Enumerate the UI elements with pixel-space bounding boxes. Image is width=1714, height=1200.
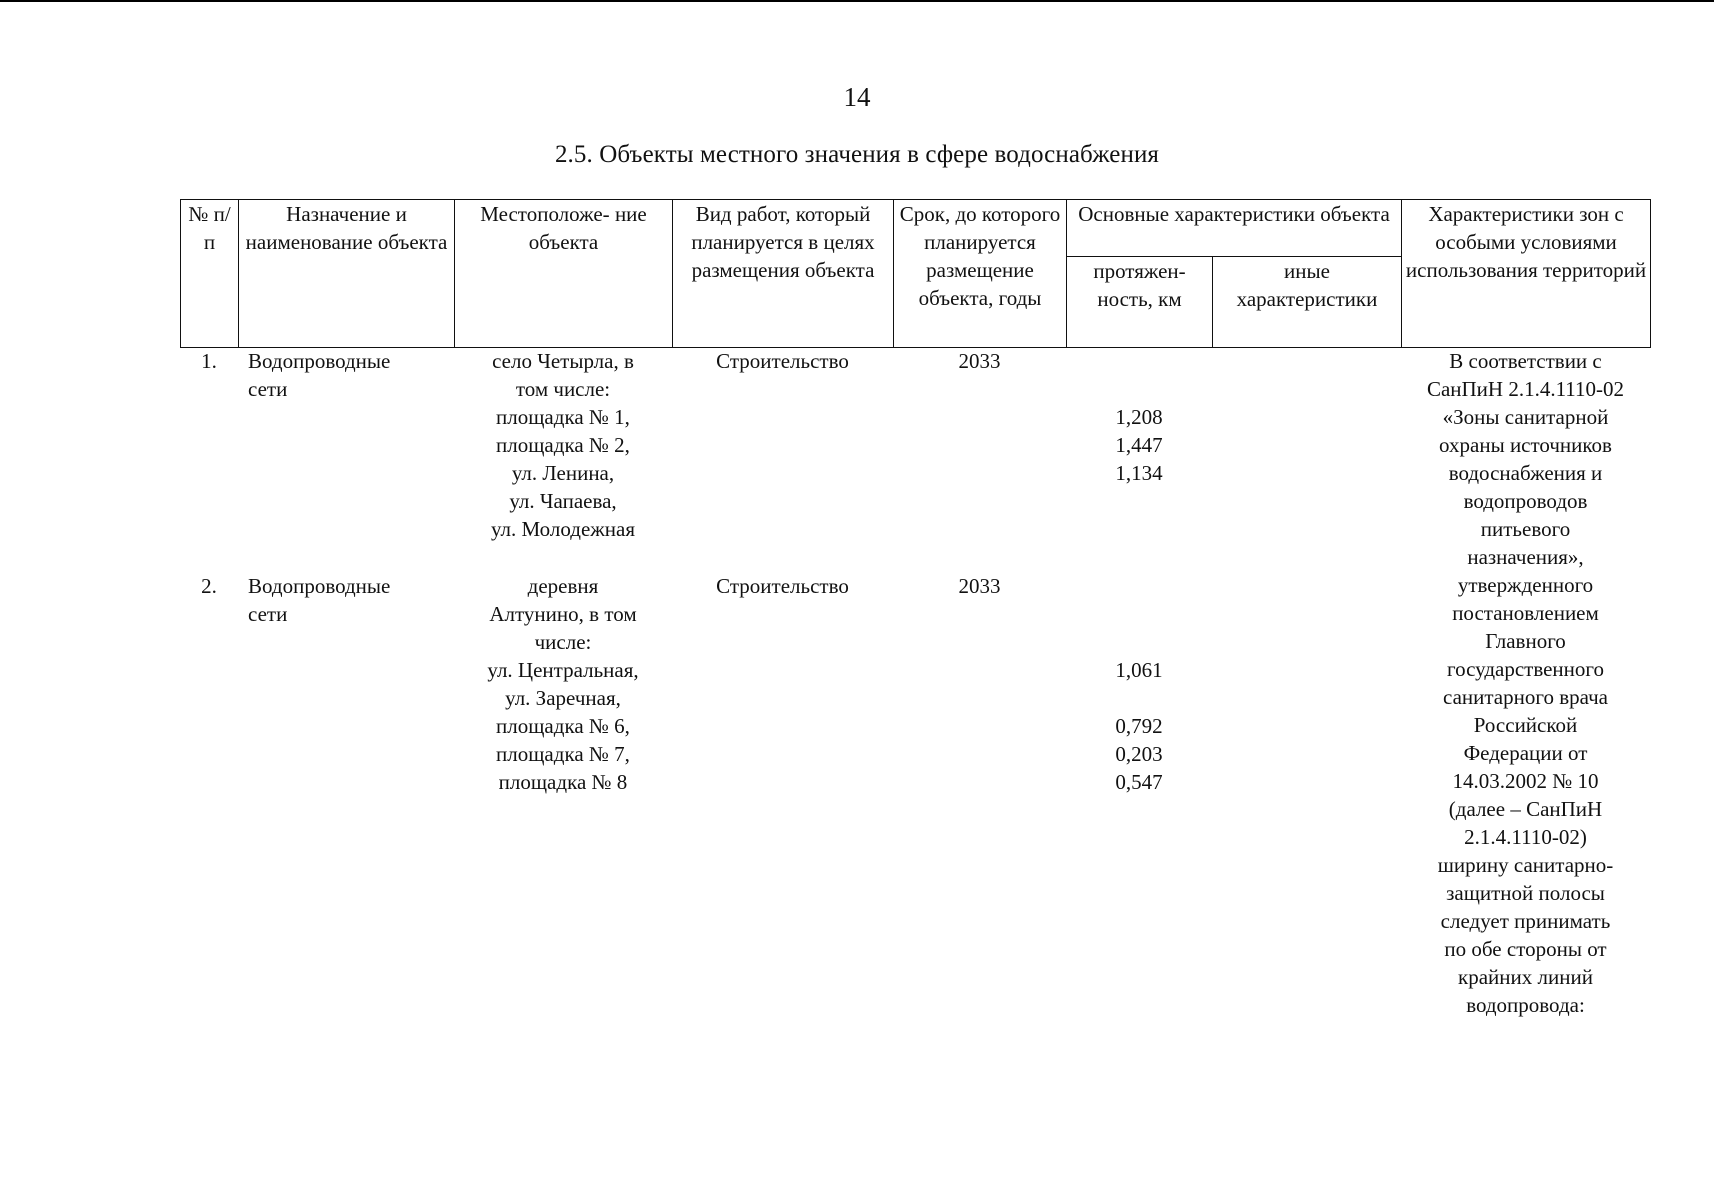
top-rule — [0, 0, 1714, 2]
zones-text: В соответствии с СанПиН 2.1.4.1110-02 «Зоны санитарной охраны источников водоснабжения и водопроводов питьевого назначения», утвержденного постановлением Главного государственного санитарного врача Российской Федерации от 14.03.2002 № 10 (далее – СанПиН 2.1.4.1110-02) ширину санитарно- защитной полосы следует принимать по обе стороны от крайних линий водопровода: — [1426, 349, 1625, 1017]
row1-term: 2033 — [958, 349, 1001, 373]
row2-num: 2. — [201, 574, 217, 598]
table-body — [180, 347, 1650, 1027]
header-work: Вид работ, который планируется в целях размещения объекта — [673, 200, 894, 348]
header-length: протяжен- ность, км — [1067, 257, 1213, 348]
header-num: № п/п — [181, 200, 239, 348]
row2-location: деревня Алтунино, в том числе: ул. Центральная, ул. Заречная, площадка № 6, площадка № 7, площадка № 8 — [487, 574, 639, 794]
header-zones: Характеристики зон с особыми условиями использования территорий — [1402, 200, 1651, 348]
header-name: Назначение и наименование объекта — [239, 200, 455, 348]
header-main-characteristics: Основные характеристики объекта — [1067, 200, 1402, 257]
row1-lengths: 1,208 1,447 1,134 — [1115, 405, 1163, 485]
row2-work: Строительство — [716, 574, 849, 598]
row1-name: Водопроводные сети — [248, 349, 391, 401]
header-other: иные характеристики — [1213, 257, 1402, 348]
header-term: Срок, до которого планируется размещение объекта, годы — [894, 200, 1067, 348]
row1-location: село Четырла, в том числе: площадка № 1, площадка № 2, ул. Ленина, ул. Чапаева, ул. Молодежная — [490, 349, 636, 541]
row2-term: 2033 — [958, 574, 1001, 598]
page-number: 14 — [843, 82, 871, 112]
header-location: Местоположе- ние объекта — [455, 200, 673, 348]
row1-num: 1. — [201, 349, 217, 373]
table-header — [180, 199, 1651, 348]
row2-lengths: 1,061 0,792 0,203 0,547 — [1115, 658, 1163, 794]
row2-name: Водопроводные сети — [248, 574, 391, 626]
row1-work: Строительство — [716, 349, 849, 373]
page-title: 2.5. Объекты местного значения в сфере водоснабжения — [554, 141, 1160, 168]
